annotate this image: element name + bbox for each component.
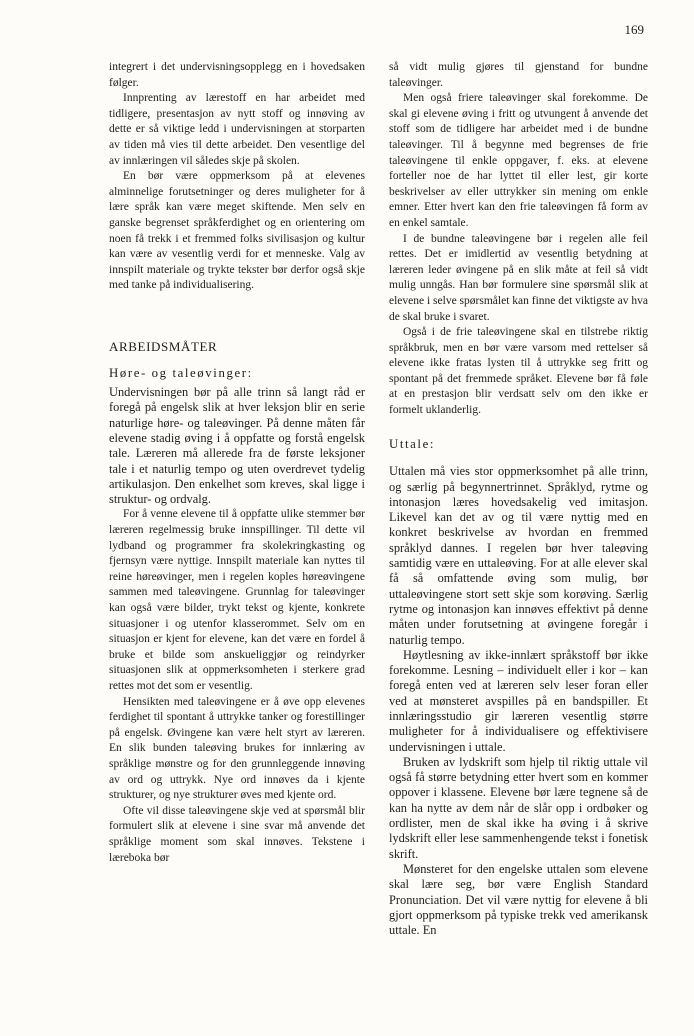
paragraph: Innprenting av lærestoff en har arbeidet med tidligere, presentasjon av nytt stoff og innøving av dette er så viktige ledd i undervisningen at storparten av tiden må vies til dette arbeidet. Den vesentlige del av innlæringen vil således skje på skolen. <box>109 92 365 167</box>
paragraph: For å venne elevene til å oppfatte ulike stemmer bør læreren regelmessig bruke innspillinger. Til dette vil lydband og programmer fra skolekringkasting og fjernsyn være nyttige. Innspilt materiale kan nyttes til reine høreøvinger, men i regelen koples høreøvingene sammen med taleøvingene. Grunnlag for taleøvinger kan også være bilder, trykt tekst og kjente, konkrete situasjoner i og utenfor klasserommet. Selv om en situasjon er kjent for elevene, kan det være en fordel å bruke et bilde som anskueliggjør og reindyrker situasjonen slik at oppmerksomheten i sterkere grad rettes mot det som er vesentlig. <box>109 508 365 692</box>
paragraph: Høytlesning av ikke-innlært språkstoff bør ikke forekomme. Lesning – individuelt eller i kor – kan foregå enten ved at læreren selv leser foran eller ved at mønsteret avspilles på en bandspiller. Et innlæringsstudio gir læreren vesentlig større muligheter for å individualisere og effektivisere undervisningen i uttale. <box>389 647 648 754</box>
paragraph: integrert i det undervisningsopplegg en i hovedsaken følger. <box>109 61 365 89</box>
paragraph: så vidt mulig gjøres til gjenstand for bundne taleøvinger. <box>389 61 648 89</box>
right-column <box>389 60 648 938</box>
paragraph: Men også friere taleøvinger skal forekomme. De skal gi elevene øving i fritt og utvungent å anvende det stoff som de tidligere har arbeidet med i de bundne taleøvinger. Til å begynne med begrenses de frie taleøvingene til enkle oppgaver, f. eks. at elevene forteller noe de har lyttet til eller lest, gir korte beskrivelser av eller uttrykker sin mening om enkle emner. Etter hvert kan den frie taleøvingen få form av en enkel samtale. <box>389 92 648 229</box>
paragraph: Undervisningen bør på alle trinn så langt råd er foregå på engelsk slik at hver leksjon blir en serie naturlige høre- og taleøvinger. På denne måten får elevene stadig øving i å oppfatte og forstå engelsk tale. Læreren må allerede fra de første leksjoner tale i et naturlig tempo og uten overdrevet tydelig artikulasjon. Den enkelhet som kreves, skal ligge i struktur- og ordvalg. <box>109 385 365 507</box>
paragraph: Også i de frie taleøvingene skal en tilstrebe riktig språkbruk, men en bør være varsom med rettelser så elevene ikke fratas lysten til å uttrykke seg fritt og spontant på det fremmede språket. Elevene bør få føle at en prestasjon blir verdsatt selv om den ikke er formelt uklanderlig. <box>389 326 648 417</box>
left-column <box>109 60 365 866</box>
paragraph: Uttalen må vies stor oppmerksomhet på alle trinn, og særlig på begynnertrinnet. Språklyd, rytme og intonasjon læres hovedsakelig ved imitasjon. Likevel kan det av og til være nyttig med en konkret beskrivelse av hvordan en fremmed språklyd dannes. I regelen bør hver taleøving samtidig være en uttaleøving. For at alle elever skal få så omfattende øving som mulig, bør uttaleøvingene stort sett skje som korøving. Særlig rytme og intonasjon kan innøves effektivt på denne måten under forutsetning at øvingene foregår i naturlig tempo. <box>389 464 648 647</box>
paragraph: Ofte vil disse taleøvingene skje ved at spørsmål blir formulert slik at elevene i sine svar må anvende det språklige moment som skal innøves. Tekstene i læreboka bør <box>109 804 365 864</box>
subheading-hore-og-taleovinger: Høre- og taleøvinger: <box>109 365 253 380</box>
section-heading: ARBEIDSMÅTER <box>109 338 218 354</box>
paragraph: Bruken av lydskrift som hjelp til riktig uttale vil også få større betydning etter hvert som en kommer oppover i klassene. Elevene bør lære tegnene så de kan ha nytte av dem når de slår opp i ordbøker og ordlister, men de skal ikke ha øving i å skrive lydskrift eller lese sammenhengende tekst i fonetisk skrift. <box>389 754 648 861</box>
paragraph: En bør være oppmerksom på at elevenes alminnelige forutsetninger og deres muligheter for å lære språk kan være meget skiftende. Men selv en ganske begrenset språkferdighet og en orientering om noen få trekk i et fremmed folks sivilisasjon og kultur kan være av vesentlig verdi for et menneske. Valg av innspilt materiale og trykte tekster bør derfor også skje med tanke på individualisering. <box>109 170 365 292</box>
paragraph: Mønsteret for den engelske uttalen som elevene skal lære seg, bør være English Standard Pronunciation. Det vil være nyttig for elevene å bli gjort oppmerksom på typiske trekk ved amerikansk uttale. En <box>389 861 648 938</box>
paragraph: I de bundne taleøvingene bør i regelen alle feil rettes. Det er imidlertid av vesentlig betydning at læreren leder øvingene på en slik måte at feil så vidt mulig unngås. Han bør formulere sine spørsmål slik at elevene i selve spørsmålet kan finne det viktigste av hva de skal bruke i svaret. <box>389 232 648 323</box>
subheading-uttale: Uttale: <box>389 436 436 451</box>
paragraph: Hensikten med taleøvingene er å øve opp elevenes ferdighet til spontant å uttrykke tanker og forestillinger på engelsk. Øvingene kan være helt styrt av læreren. En slik bunden taleøving brukes for innlæring av språklige mønstre og for den grunnleggende innøving av ord og uttrykk. Nye ord innøves da i kjente strukturer, og nye strukturer øves med kjente ord. <box>109 695 365 802</box>
page-number: 169 <box>624 22 644 37</box>
